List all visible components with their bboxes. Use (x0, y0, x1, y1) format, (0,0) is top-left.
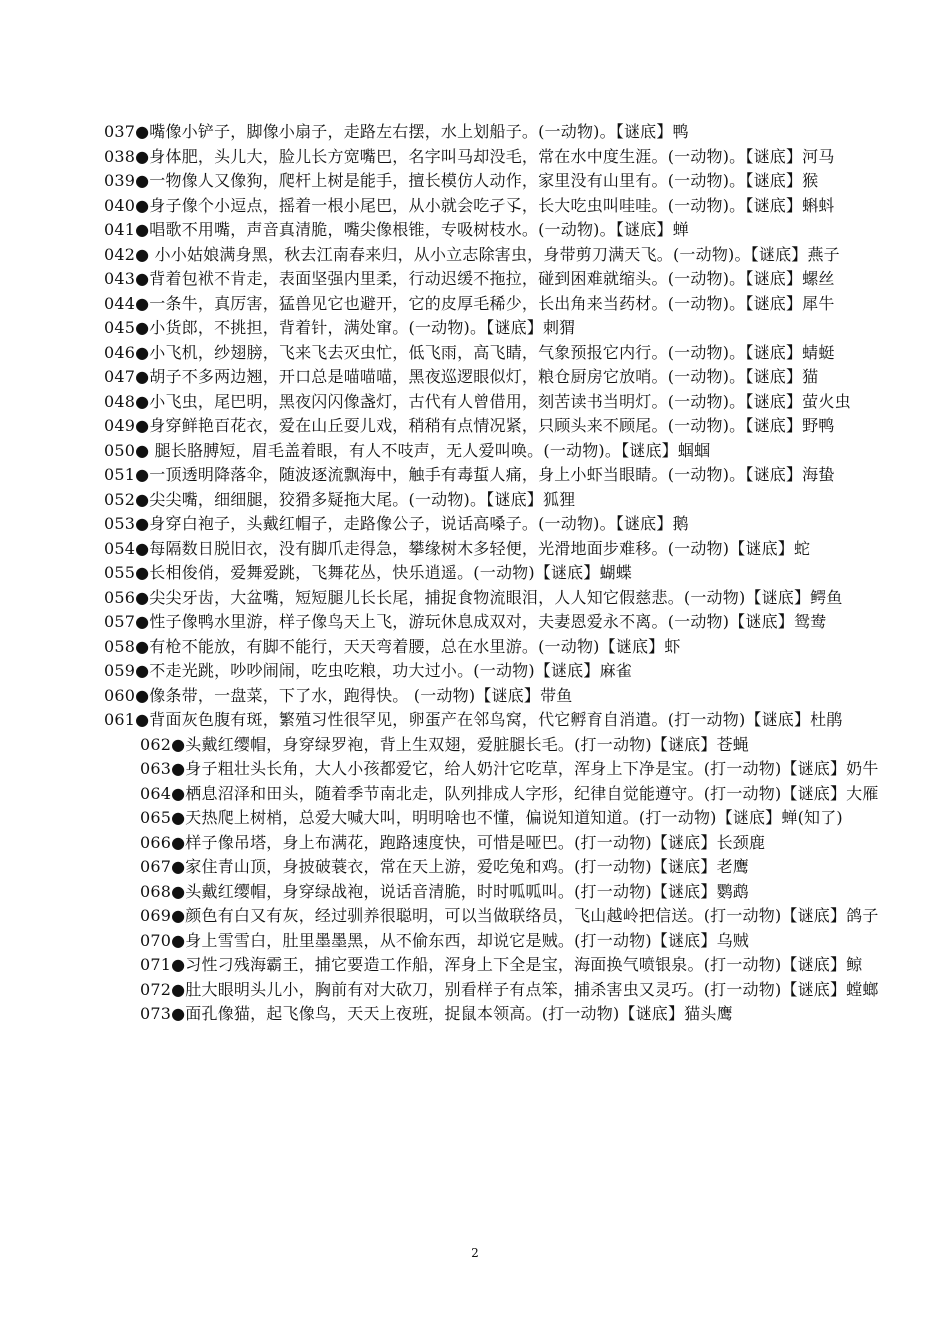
riddle-entry: 068●头戴红缨帽，身穿绿战袍，说话音清脆，时时呱呱叫。(打一动物)【谜底】鹦鹉 (140, 881, 749, 901)
riddle-entry: 071●习性刁残海霸王，捕它要造工作船，浑身上下全是宝，海面换气喷银泉。(打一动物)【谜底】鲸 (140, 955, 863, 974)
riddle-entry: 070●身上雪雪白，肚里墨墨黑，从不偷东西，却说它是贼。(打一动物)【谜底】乌贼 (140, 930, 749, 950)
riddle-entry: 062●头戴红缨帽，身穿绿罗袍，背上生双翅，爱脏腿长毛。(打一动物)【谜底】苍蝇 (140, 734, 749, 754)
riddle-entry: 055●长相俊俏，爱舞爱跳，飞舞花丛，快乐逍遥。(一动物)【谜底】蝴蝶 (104, 563, 632, 582)
riddle-entry: 052●尖尖嘴，细细腿，狡猾多疑拖大尾。(一动物)。【谜底】狐狸 (104, 489, 576, 509)
riddle-entry: 067●家住青山顶，身披破蓑衣，常在天上游，爱吃兔和鸡。(打一动物)【谜底】老鹰 (140, 857, 749, 876)
riddle-entry: 073●面孔像猫，起飞像鸟，天天上夜班，捉鼠本领高。(打一动物)【谜底】猫头鹰 (140, 1004, 733, 1023)
riddle-entry: 046●小飞机，纱翅膀，飞来飞去灭虫忙，低飞雨，高飞睛，气象预报它内行。(一动物)。【谜底】蜻蜓 (104, 342, 835, 362)
riddle-entry: 054●每隔数日脱旧衣，没有脚爪走得急，攀缘树木多轻便，光滑地面步难移。(一动物)【谜底】蛇 (104, 538, 811, 558)
riddle-entry: 058●有枪不能放，有脚不能行，天天弯着腰，总在水里游。(一动物)【谜底】虾 (104, 636, 681, 656)
riddle-entry: 064●栖息沼泽和田头，随着季节南北走，队列排成人字形，纪律自觉能遵守。(打一动物)【谜底】大雁 (140, 783, 879, 803)
riddle-entry: 072●肚大眼明头儿小，胸前有对大砍刀，别看样子有点笨，捕杀害虫又灵巧。(打一动物)【谜底】螳螂 (140, 979, 879, 999)
riddle-entry: 039●一物像人又像狗，爬杆上树是能手，擅长模仿人动作，家里没有山里有。(一动物)。【谜底】猴 (104, 171, 819, 190)
riddle-entry: 065●天热爬上树梢，总爱大喊大叫，明明啥也不懂，偏说知道知道。(打一动物)【谜底】蝉(知了) (140, 808, 843, 827)
riddle-entry: 059●不走光跳，吵吵闹闹，吃虫吃粮，功大过小。(一动物)【谜底】麻雀 (104, 661, 632, 680)
page-number: 2 (471, 1246, 479, 1260)
riddle-entry: 053●身穿白袍子，头戴红帽子，走路像公子，说话高嗓子。(一动物)。【谜底】鹅 (104, 514, 689, 533)
riddle-entry: 042● 小小姑娘满身黑，秋去江南春来归，从小立志除害虫，身带剪刀满天飞。(一动物)。【谜底】燕子 (104, 244, 840, 264)
riddle-entry: 069●颜色有白又有灰，经过驯养很聪明，可以当做联络员，飞山越岭把信送。(打一动物)【谜底】鸽子 (140, 906, 879, 925)
riddle-entry: 056●尖尖牙齿，大盆嘴，短短腿儿长长尾，捕捉食物流眼泪，人人知它假慈悲。(一动物)【谜底】鳄鱼 (104, 587, 843, 607)
riddle-list (104, 120, 906, 1027)
riddle-entry: 050● 腿长胳膊短，眉毛盖着眼，有人不吱声，无人爱叫唤。(一动物)。【谜底】蝈蝈 (104, 440, 711, 460)
riddle-entry: 049●身穿鲜艳百花衣，爱在山丘耍儿戏，稍稍有点情况紧，只顾头来不顾尾。(一动物)。【谜底】野鸭 (104, 416, 835, 435)
riddle-entry: 063●身子粗壮头长角，大人小孩都爱它，给人奶汁它吃草，浑身上下净是宝。(打一动物)【谜底】奶牛 (140, 759, 879, 778)
riddle-entry: 048●小飞虫，尾巴明，黑夜闪闪像盏灯，古代有人曾借用，刻苦读书当明灯。(一动物)。【谜底】萤火虫 (104, 391, 851, 411)
riddle-entry: 045●小货郎，不挑担，背着针，满处窜。(一动物)。【谜底】刺猬 (104, 318, 576, 337)
riddle-entry: 047●胡子不多两边翘，开口总是喵喵喵，黑夜巡逻眼似灯，粮仓厨房它放哨。(一动物)。【谜底】猫 (104, 367, 819, 386)
riddle-entry: 066●样子像吊塔，身上布满花，跑路速度快，可惜是哑巴。(打一动物)【谜底】长颈鹿 (140, 832, 766, 852)
riddle-entry: 060●像条带，一盘菜，下了水，跑得快。 (一动物)【谜底】带鱼 (104, 685, 573, 705)
riddle-entry: 038●身体肥，头儿大，脸儿长方宽嘴巴，名字叫马却没毛，常在水中度生涯。(一动物)。【谜底】河马 (104, 146, 835, 166)
riddle-entry: 044●一条牛，真厉害，猛兽见它也避开，它的皮厚毛稀少，长出角来当药材。(一动物)。【谜底】犀牛 (104, 293, 835, 313)
riddle-entry: 061●背面灰色腹有斑，繁殖习性很罕见，卵蛋产在邻鸟窝，代它孵育自消遣。(打一动物)【谜底】杜鹃 (104, 710, 843, 729)
riddle-entry: 043●背着包袱不肯走，表面坚强内里柔，行动迟缓不拖拉，碰到困难就缩头。(一动物)。【谜底】螺丝 (104, 269, 835, 288)
riddle-entry: 051●一顶透明降落伞，随波逐流飘海中，触手有毒蜇人痛，身上小虾当眼睛。(一动物)。【谜底】海蛰 (104, 465, 835, 484)
riddle-entry: 037●嘴像小铲子，脚像小扇子，走路左右摆，水上划船子。(一动物)。【谜底】鸭 (104, 122, 689, 141)
riddle-entry: 040●身子像个小逗点，摇着一根小尾巴，从小就会吃孑孓，长大吃虫叫哇哇。(一动物)。【谜底】蝌蚪 (104, 195, 835, 215)
riddle-entry: 057●性子像鸭水里游，样子像鸟天上飞，游玩休息成双对，夫妻恩爱永不离。(一动物)【谜底】鸳鸯 (104, 612, 827, 631)
riddle-entry: 041●唱歌不用嘴，声音真清脆，嘴尖像根锥，专吸树枝水。(一动物)。【谜底】蝉 (104, 220, 689, 239)
